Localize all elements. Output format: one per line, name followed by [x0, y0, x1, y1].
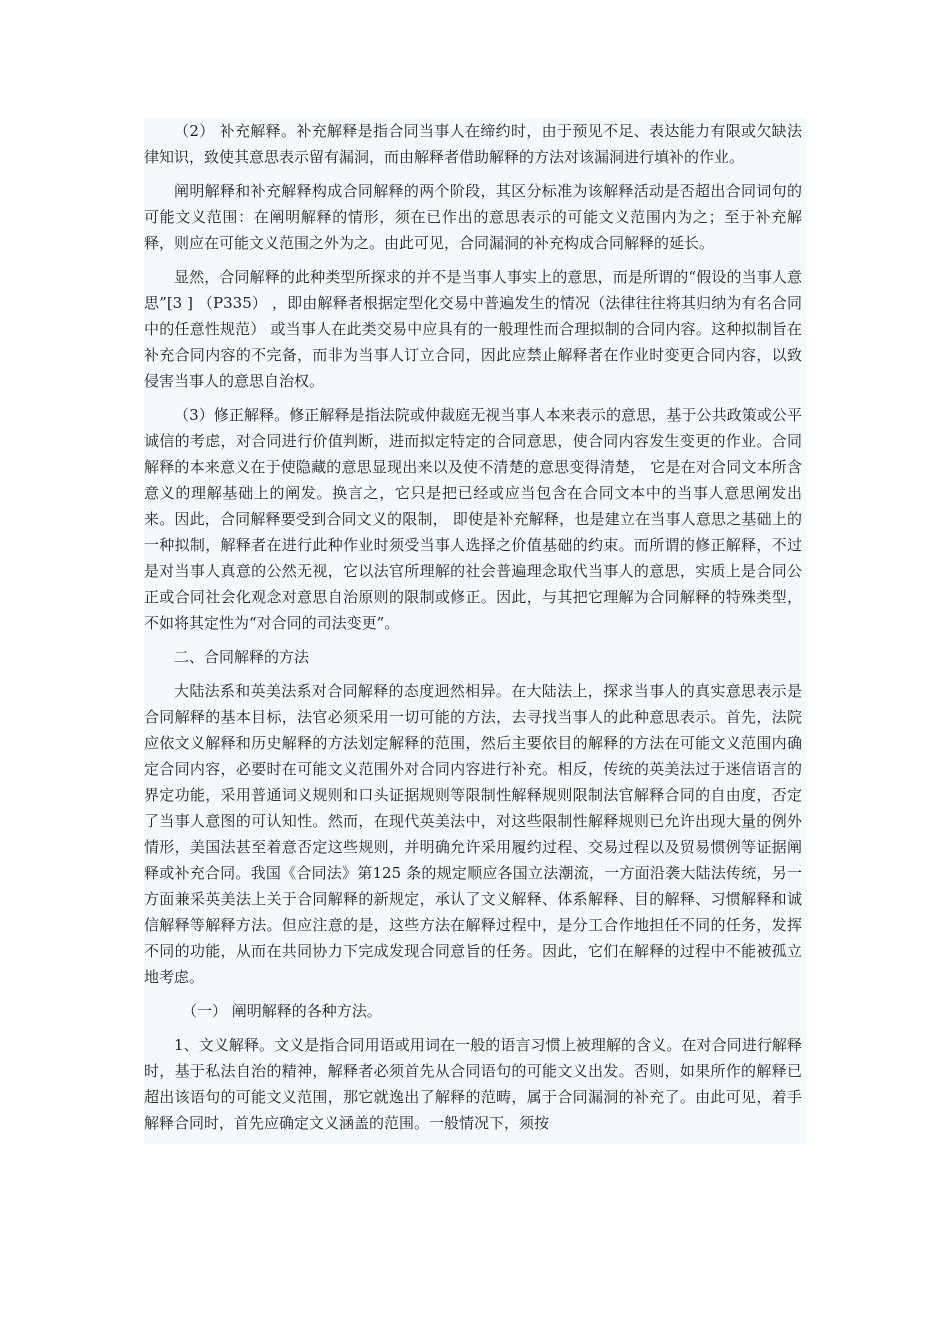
- paragraph-supplementary-interpretation: （2） 补充解释。补充解释是指合同当事人在缔约时，由于预见不足、表达能力有限或欠缺法律知识，致使其意思表示留有漏洞，而由解释者借助解释的方法对该漏洞进行填补的作业。: [144, 122, 802, 166]
- subsection-heading-clarifying-methods: （一） 阐明解释的各种方法。: [182, 1002, 382, 1020]
- paragraph-two-stages: 阐明解释和补充解释构成合同解释的两个阶段，其区分标准为该解释活动是否超出合同词句的可能文义范围：在阐明解释的情形，须在已作出的意思表示的可能文义范围内为之；至于补充解释，则应在可能文义范围之外为之。由此可见，合同漏洞的补充构成合同解释的延长。: [144, 182, 802, 252]
- paragraph-literal-interpretation: 1、文义解释。文义是指合同用语或用词在一般的语言习惯上被理解的含义。在对合同进行解释时，基于私法自治的精神，解释者必须首先从合同语句的可能文义出发。否则，如果所作的解释已超出该语句的可能文义范围，那它就逸出了解释的范畴，属于合同漏洞的补充了。由此可见，着手解释合同时，首先应确定文义涵盖的范围。一般情况下，须按: [144, 1036, 802, 1132]
- document-page: [144, 118, 806, 1144]
- section-heading-methods: 二、合同解释的方法: [174, 648, 310, 666]
- paragraph-corrective-interpretation: （3）修正解释。修正解释是指法院或仲裁庭无视当事人本来表示的意思，基于公共政策或公平诚信的考虑，对合同进行价值判断，进而拟定特定的合同意思，使合同内容发生变更的作业。合同解释的本来意义在于使隐藏的意思显现出来以及使不清楚的意思变得清楚， 它是在对合同文本所含意义的理解基础上的阐发。换言之，它只是把已经或应当包含在合同文本中的当事人意思阐发出来。因此，合同解释要受到合同文义的限制， 即使是补充解释，也是建立在当事人意思之基础上的一种拟制，解释者在进行此种作业时须受当事人选择之价值基础的约束。而所谓的修正解释，不过是对当事人真意的公然无视，它以法官所理解的社会普遍理念取代当事人的意思，实质上是合同公正或合同社会化观念对意思自治原则的限制或修正。因此，与其把它理解为合同解释的特殊类型，不如将其定性为“对合同的司法变更”。: [144, 406, 802, 632]
- paragraph-hypothetical-intent: 显然，合同解释的此种类型所探求的并不是当事人事实上的意思，而是所谓的“假设的当事人意思”[3 ] （P335） ，即由解释者根据定型化交易中普遍发生的情况（法律往往将其归纳为有名合同中的任意性规范） 或当事人在此类交易中应具有的一般理性而合理拟制的合同内容。这种拟制旨在补充合同内容的不完备，而非为当事人订立合同，因此应禁止解释者在作业时变更合同内容，以致侵害当事人的意思自治权。: [144, 268, 802, 390]
- paragraph-civil-vs-common-law: 大陆法系和英美法系对合同解释的态度迥然相异。在大陆法上，探求当事人的真实意思表示是合同解释的基本目标，法官必须采用一切可能的方法，去寻找当事人的此种意思表示。首先，法院应依文义解释和历史解释的方法划定解释的范围，然后主要依目的解释的方法在可能文义范围内确定合同内容，必要时在可能文义范围外对合同内容进行补充。相反，传统的英美法过于迷信语言的界定功能，采用普通词义规则和口头证据规则等限制性解释规则限制法官解释合同的自由度，否定了当事人意图的可认知性。然而，在现代英美法中，对这些限制性解释规则已允许出现大量的例外情形，美国法甚至着意否定这些规则，并明确允许采用履约过程、交易过程以及贸易惯例等证据阐释或补充合同。我国《合同法》第125 条的规定顺应各国立法潮流，一方面沿袭大陆法传统，另一方面兼采英美法上关于合同解释的新规定，承认了文义解释、体系解释、目的解释、习惯解释和诚信解释等解释方法。但应注意的是，这些方法在解释过程中，是分工合作地担任不同的任务，发挥不同的功能，从而在共同协力下完成发现合同意旨的任务。因此，它们在解释的过程中不能被孤立地考虑。: [144, 682, 802, 986]
